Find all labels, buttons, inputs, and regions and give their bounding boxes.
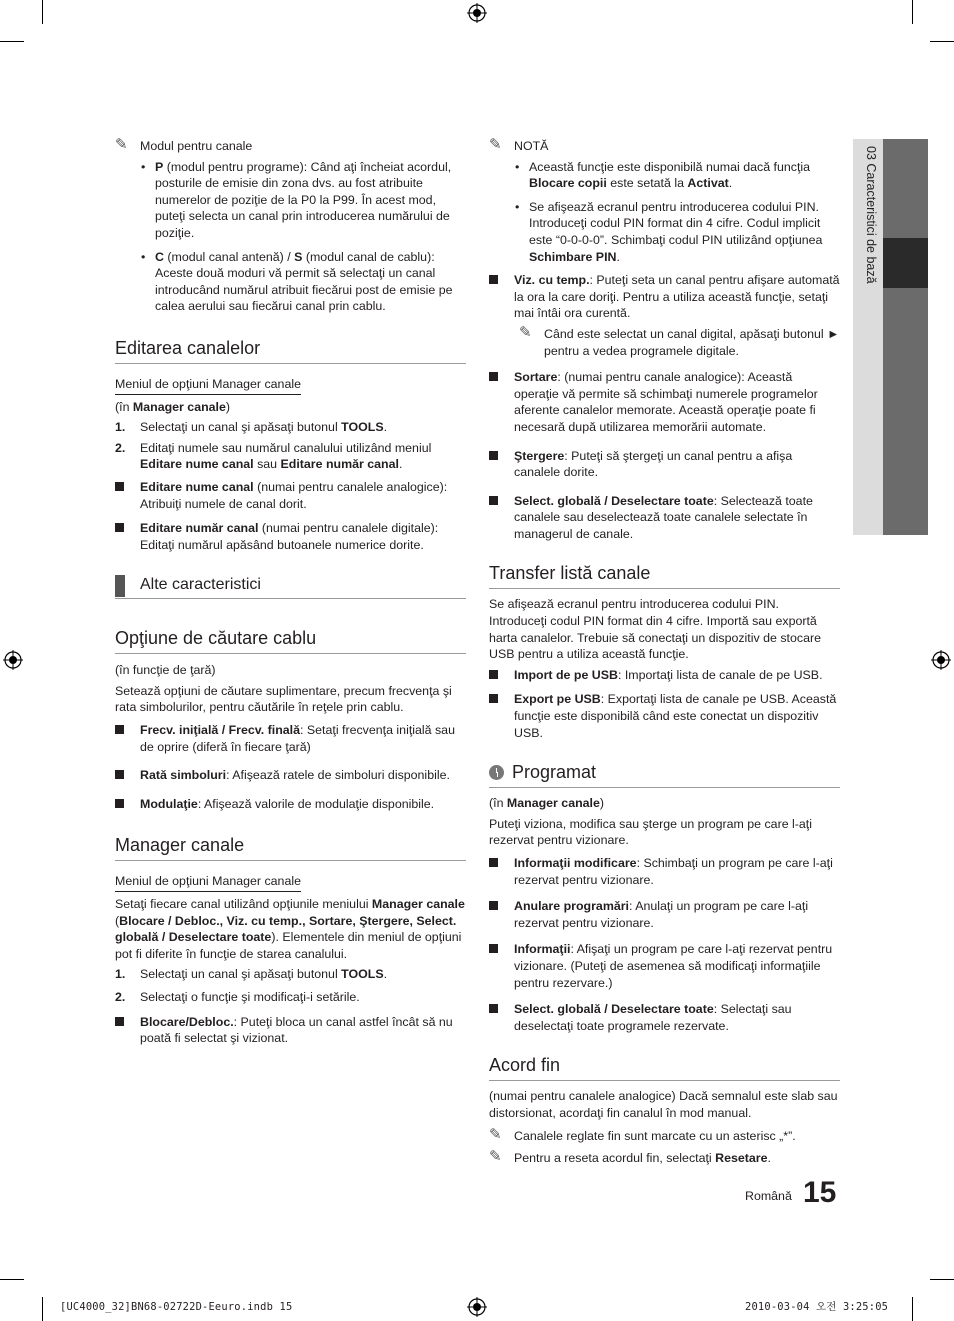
note-title: Modul pentru canale bbox=[140, 139, 253, 153]
crop-mark bbox=[930, 41, 954, 42]
note: ✎ Când este selectat un canal digital, apăsaţi butonul ► pentru a vedea programele digitale. bbox=[519, 323, 840, 358]
list-item: Ştergere: Puteţi să ştergeţi un canal pentru a afişa canalele dorite. bbox=[489, 448, 840, 481]
list-item: Sortare: (numai pentru canale analogice): Această operaţie vă permite să schimbaţi numerele programelor aferente canalelor memorate. Această operaţie poate fi necesară după utilizarea memorării automate. bbox=[489, 369, 840, 435]
list-item: Editare număr canal (numai pentru canalele digitale): Editaţi numărul apăsând butoanele numerice dorite. bbox=[115, 520, 466, 553]
imprint-date: 2010-03-04 오전 3:25:05 bbox=[745, 1301, 889, 1313]
pencil-icon: ✎ bbox=[489, 1148, 502, 1166]
crop-mark bbox=[42, 1297, 43, 1321]
side-tab-label: 03 Caracteristici de bază bbox=[864, 146, 878, 284]
clock-icon bbox=[489, 765, 504, 780]
section-description: Setează opţiuni de căutare suplimentare, precum frecvenţa şi rata simbolurilor, pentru căutările în reţele prin cablu. bbox=[115, 683, 452, 715]
list-item: Editare nume canal (numai pentru canalele analogice): Atribuiţi numele de canal dorit. bbox=[115, 479, 466, 512]
section-title-cable: Opţiune de căutare cablu bbox=[115, 627, 466, 654]
note-title: NOTĂ bbox=[514, 139, 549, 153]
crop-mark bbox=[0, 41, 24, 42]
step: 2. Editaţi numele sau numărul canalului utilizând meniul Editare nume canal sau Editare număr canal. bbox=[115, 440, 432, 472]
note bbox=[489, 138, 840, 155]
section-description: Setaţi fiecare canal utilizând opţiunile meniului Manager canale (Blocare / Debloc., Viz. cu temp., Sortare, Ştergere, Select. globală / Deselectare toate). Elementele din meniul de opţiuni pot fi diferite în funcţie de starea canalului. bbox=[115, 897, 465, 961]
menu-path: Meniul de opţiuni Manager canale bbox=[115, 873, 301, 892]
list-item: Select. globală / Deselectare toate: Selectează toate canalele sau deselectează toate canalele selectate în managerul de canale. bbox=[489, 493, 840, 543]
country-note: (în funcţie de ţară) bbox=[115, 663, 216, 678]
note bbox=[115, 138, 466, 155]
list-item: Import de pe USB: Importaţi lista de canale de pe USB. bbox=[489, 667, 840, 684]
note-list bbox=[489, 159, 840, 266]
step: 1. Selectaţi un canal şi apăsaţi butonul TOOLS. bbox=[115, 967, 388, 982]
channel-mode-list bbox=[115, 159, 466, 315]
list-item: Modulaţie: Afişează valorile de modulaţie disponibile. bbox=[115, 796, 466, 813]
subsection-title-other: Alte caracteristici bbox=[115, 575, 466, 599]
section-title-edit: Editarea canalelor bbox=[115, 337, 466, 364]
side-tab-marker bbox=[883, 238, 928, 288]
section-description: (numai pentru canalele analogice) Dacă semnalul este slab sau distorsionat, acordaţi fin canalul în mod manual. bbox=[489, 1089, 838, 1120]
context: (în Manager canale) bbox=[115, 399, 231, 414]
list-item: Informaţii modificare: Schimbaţi un program pe care l-aţi rezervat pentru vizionare. bbox=[489, 855, 840, 888]
list-item: Blocare/Debloc.: Puteţi bloca un canal astfel încât să nu poată fi selectat şi vizionat. bbox=[115, 1014, 466, 1047]
pencil-icon: ✎ bbox=[115, 136, 128, 153]
list-item: Anulare programări: Anulaţi un program pe care l-aţi rezervat pentru vizionare. bbox=[489, 898, 840, 931]
list-item: Frecv. iniţială / Frecv. finală: Setaţi frecvenţa iniţială sau de oprire (diferă în fiecare ţară) bbox=[115, 722, 466, 755]
note: ✎ Canalele reglate fin sunt marcate cu un asterisc „*”. bbox=[489, 1125, 796, 1143]
imprint-file: [UC4000_32]BN68-02722D-Eeuro.indb 15 bbox=[60, 1301, 293, 1313]
pencil-icon: ✎ bbox=[519, 323, 532, 341]
section-description: Se afişează ecranul pentru introducerea codului PIN. Introduceţi codul PIN format din 4 cifre. Importă sau exportă harta canalelor. Trebuie să conectaţi un dispozitiv de stocare USB pentru a utiliza această funcţie. bbox=[489, 597, 821, 662]
crop-mark bbox=[912, 1297, 913, 1321]
left-column bbox=[115, 138, 466, 1055]
section-description: Puteţi viziona, modifica sau şterge un program pe care l-aţi rezervat pentru vizionare. bbox=[489, 816, 813, 848]
step: 2. Selectaţi o funcţie şi modificaţi-i setările. bbox=[115, 990, 360, 1004]
list-item: • Se afişează ecranul pentru introducerea codului PIN. Introduceţi codul PIN format din 4 cifre. Codul implicit este “0-0-0-0”. Schimbaţi codul PIN utilizând opţiunea Schimbare PIN. bbox=[489, 199, 840, 265]
crop-mark bbox=[912, 0, 913, 24]
menu-path: Meniul de opţiuni Manager canale bbox=[115, 376, 301, 395]
registration-mark-icon bbox=[467, 3, 487, 23]
list-item: Informaţii: Afişaţi un program pe care l-aţi rezervat pentru vizionare. (Puteţi de asemenea să modificaţi informaţiile pentru rezervare.) bbox=[489, 941, 840, 991]
section-title-manager: Manager canale bbox=[115, 834, 466, 861]
list-item: • P (modul pentru programe): Când aţi încheiat acordul, posturile de emisie din zona dvs. au fost atribuite numerelor de poziţie de la P0 la P99. În acest mod, puteţi selecta un canal prin introducerea numărului de poziţie. bbox=[115, 159, 466, 242]
list-item: • Această funcţie este disponibilă numai dacă funcţia Blocare copii este setată la Activat. bbox=[489, 159, 840, 192]
registration-mark-icon bbox=[931, 650, 951, 670]
crop-mark bbox=[42, 0, 43, 24]
list-item: Rată simboluri: Afişează ratele de simboluri disponibile. bbox=[115, 767, 466, 784]
list-item: Select. globală / Deselectare toate: Selectaţi sau deselectaţi toate programele rezervate. bbox=[489, 1001, 840, 1034]
section-title-finetune: Acord fin bbox=[489, 1054, 840, 1081]
note: ✎ Pentru a reseta acordul fin, selectaţi Resetare. bbox=[489, 1148, 771, 1166]
step: 1. Selectaţi un canal şi apăsaţi butonul TOOLS. bbox=[115, 420, 388, 435]
list-item: • C (modul canal antenă) / S (modul canal de cablu): Aceste două moduri vă permit să selectaţi un canal introducând numărul atribuit fiecărui post de emisie pe calea aerului sau fiecărui canal prin cablu. bbox=[115, 249, 466, 315]
list-item: Viz. cu temp.: Puteţi seta un canal pentru afişare automată la ora la care doriţi. Pentru a utiliza această funcţie, setaţi mai întâi ora curentă. bbox=[489, 272, 840, 322]
registration-mark-icon bbox=[467, 1297, 487, 1317]
side-tab-dark bbox=[883, 139, 928, 535]
pencil-icon: ✎ bbox=[489, 136, 502, 153]
context: (în Manager canale) bbox=[489, 796, 605, 811]
section-title-programmed: Programat bbox=[489, 761, 840, 788]
section-title-transfer: Transfer listă canale bbox=[489, 562, 840, 589]
list-item: Export pe USB: Exportaţi lista de canale pe USB. Această funcţie este disponibilă când este conectat un dispozitiv USB. bbox=[489, 691, 840, 741]
pencil-icon: ✎ bbox=[489, 1125, 502, 1143]
crop-mark bbox=[0, 1279, 24, 1280]
registration-mark-icon bbox=[3, 650, 23, 670]
right-column bbox=[489, 138, 840, 1171]
crop-mark bbox=[930, 1279, 954, 1280]
page-language: Română bbox=[745, 1189, 792, 1203]
page-number: 15 bbox=[803, 1176, 837, 1209]
